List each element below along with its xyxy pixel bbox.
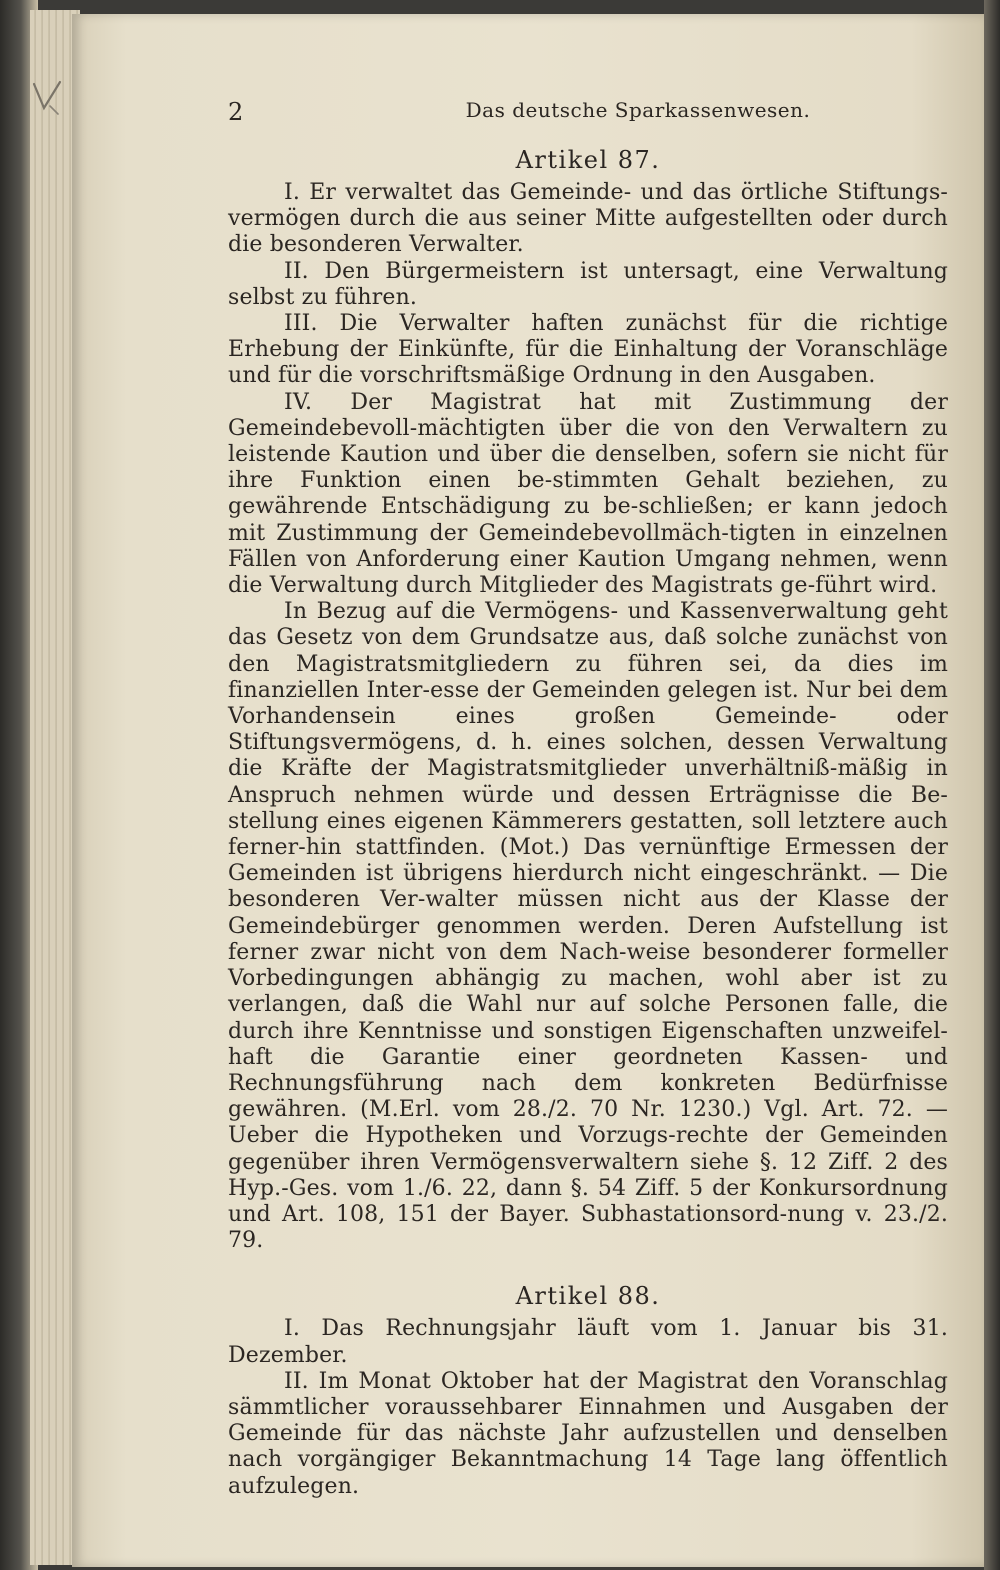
page-content: [228, 90, 948, 1500]
running-head: [228, 90, 948, 134]
article-88-section-2: II. Im Monat Oktober hat der Magistrat den Voranschlag sämmtlicher voraussehbarer Einnahmen und Ausgaben der Gemeinde für das nächste Jahr aufzustellen und denselben nach vorgängiger Bekanntmachung 14 Tage lang öffentlich aufzulegen.: [228, 1368, 948, 1499]
running-title: Das deutsche Sparkassenwesen.: [465, 98, 811, 122]
scan-background-edge: [984, 0, 1000, 1570]
article-88-section-1: I. Das Rechnungsjahr läuft vom 1. Januar bis 31. Dezember.: [228, 1316, 948, 1368]
section-spacer: [228, 1254, 948, 1270]
article-87-section-4: IV. Der Magistrat hat mit Zustimmung der Gemeindebevoll-mächtigten über die von den Verwaltern zu leistende Kaution und über die denselben, sofern sie nicht für ihre Funktion einen be-stimmten Gehalt beziehen, zu gewährende Entschädigung zu be-schließen; er kann jedoch mit Zustimmung der Gemeindebevollmäch-tigten in einzelnen Fällen von Anforderung einer Kaution Umgang nehmen, wenn die Verwaltung durch Mitglieder des Magistrats ge-führt wird.: [228, 389, 948, 599]
article-87-section-1: I. Er verwaltet das Gemeinde- und das örtliche Stiftungs-vermögen durch die aus seiner Mitte aufgestellten oder durch die besonderen Verwalter.: [228, 180, 948, 258]
article-87-heading: Artikel 87.: [515, 146, 661, 174]
article-88-heading: Artikel 88.: [515, 1282, 661, 1311]
article-87-section-3: III. Die Verwalter haften zunächst für die richtige Erhebung der Einkünfte, für die Einhaltung der Voranschläge und für die vorschriftsmäßige Ordnung in den Ausgaben.: [228, 311, 948, 389]
page-number: 2: [228, 98, 244, 126]
article-87-section-2: II. Den Bürgermeistern ist untersagt, eine Verwaltung selbst zu führen.: [228, 258, 948, 310]
article-87-commentary: In Bezug auf die Vermögens- und Kassenverwaltung geht das Gesetz von dem Grundsatze aus, daß solche zunächst von den Magistratsmitgliedern zu führen sei, da dies im finanziellen Inter-esse der Gemeinden gelegen ist. Nur bei dem Vorhandensein eines großen Gemeinde- oder Stiftungsvermögens, d. h. eines solchen, dessen Verwaltung die Kräfte der Magistratsmitglieder unverhältniß-mäßig in Anspruch nehmen würde und dessen Erträgnisse die Be-stellung eines eigenen Kämmerers gestatten, soll letztere auch ferner-hin stattfinden. (Mot.) Das vernünftige Ermessen der Gemeinden ist übrigens hierdurch nicht eingeschränkt. — Die besonderen Ver-walter müssen nicht aus der Klasse der Gemeindebürger genommen werden. Deren Aufstellung ist ferner zwar nicht von dem Nach-weise besonderer formeller Vorbedingungen abhängig zu machen, wohl aber ist zu verlangen, daß die Wahl nur auf solche Personen falle, die durch ihre Kenntnisse und sonstigen Eigenschaften unzweifel-haft die Garantie einer geordneten Kassen- und Rechnungsführung nach dem konkreten Bedürfnisse gewähren. (M.Erl. vom 28./2. 70 Nr. 1230.) Vgl. Art. 72. — Ueber die Hypotheken und Vorzugs-rechte der Gemeinden gegenüber ihren Vermögensverwaltern siehe §. 12 Ziff. 2 des Hyp.-Ges. vom 1./6. 22, dann §. 54 Ziff. 5 der Konkursordnung und Art. 108, 151 der Bayer. Subhastationsord-nung v. 23./2. 79.: [228, 599, 948, 1254]
pencil-check-mark-icon: [30, 78, 64, 118]
